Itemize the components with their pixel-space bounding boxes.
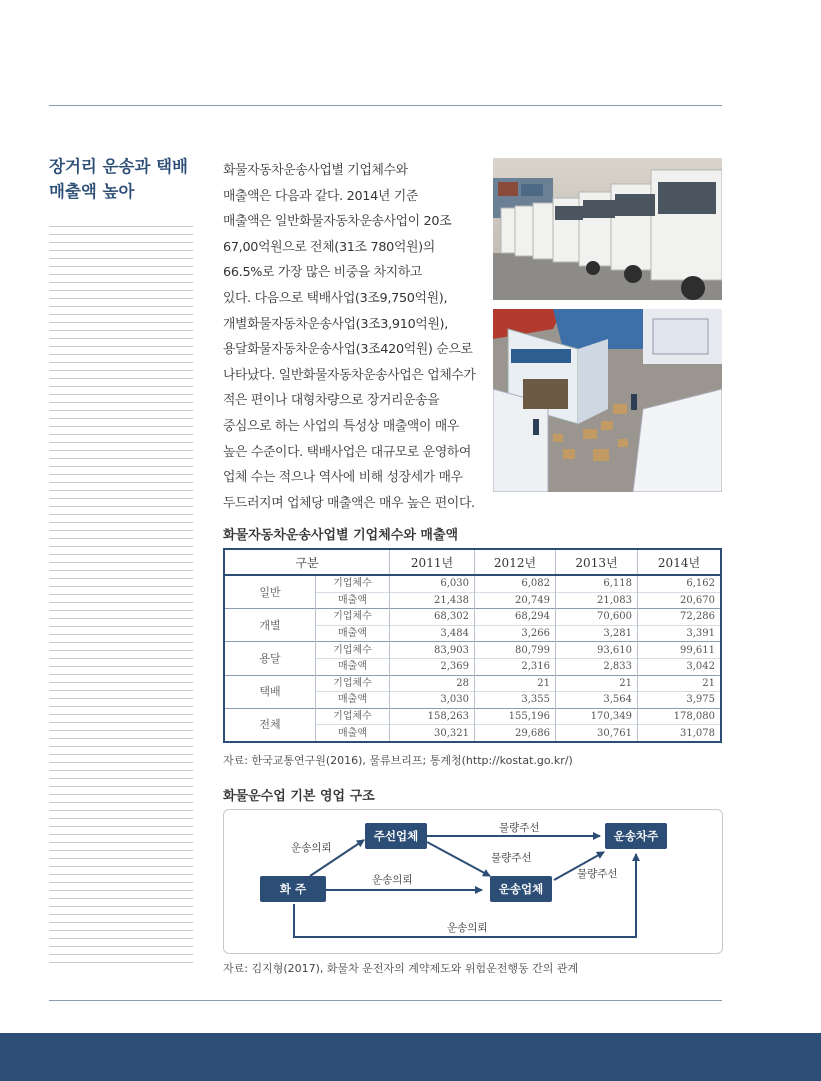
table-cell: 21 [556, 675, 638, 692]
header-year: 2011년 [390, 549, 475, 575]
table-cell: 6,162 [638, 575, 722, 592]
metric-label: 기업체수 [316, 642, 390, 659]
table-cell: 83,903 [390, 642, 475, 659]
label-request-mid: 운송의뢰 [372, 874, 413, 886]
bottom-rule [49, 1000, 722, 1001]
table-cell: 31,078 [638, 725, 722, 742]
metric-label: 매출액 [316, 692, 390, 709]
table-cell: 6,118 [556, 575, 638, 592]
table-cell: 170,349 [556, 708, 638, 725]
node-owner: 운송차주 [605, 823, 667, 849]
diagram-title: 화물운수업 기본 영업 구조 [223, 789, 375, 804]
table-cell: 2,369 [390, 658, 475, 675]
header-year: 2013년 [556, 549, 638, 575]
table-header-row [224, 549, 721, 575]
table-row [224, 609, 721, 626]
header-year: 2012년 [475, 549, 556, 575]
table-cell: 6,082 [475, 575, 556, 592]
table-cell: 99,611 [638, 642, 722, 659]
table-row [224, 708, 721, 725]
metric-label: 기업체수 [316, 609, 390, 626]
table-cell: 178,080 [638, 708, 722, 725]
body-line: 있다. 다음으로 택배사업(3조9,750억원), [223, 290, 448, 306]
body-line: 매출액은 다음과 같다. 2014년 기준 [223, 188, 418, 204]
table-cell: 21,438 [390, 592, 475, 609]
node-shipper: 화 주 [260, 876, 326, 902]
footer-band [0, 1033, 821, 1081]
label-broker-to-owner: 물량주선 [499, 822, 540, 834]
table-cell: 21,083 [556, 592, 638, 609]
body-line: 적은 편이나 대형차량으로 장거리운송을 [223, 393, 440, 409]
metric-label: 기업체수 [316, 575, 390, 592]
table-cell: 3,355 [475, 692, 556, 709]
table-cell: 21 [475, 675, 556, 692]
node-carrier: 운송업체 [490, 876, 552, 902]
table-cell: 20,670 [638, 592, 722, 609]
body-line: 업체 수는 적으나 역사에 비해 성장세가 매우 [223, 470, 463, 486]
table-cell: 3,975 [638, 692, 722, 709]
table-cell: 155,196 [475, 708, 556, 725]
diagram-source: 자료: 김지형(2017), 화물차 운전자의 계약제도와 위험운전행동 간의 관계 [223, 962, 579, 975]
sidebar-title-line: 매출액 높아 [49, 182, 135, 201]
body-line: 높은 수준이다. 택배사업은 대규모로 운영하여 [223, 444, 472, 460]
top-rule [49, 105, 722, 106]
table-cell: 80,799 [475, 642, 556, 659]
table-cell: 3,030 [390, 692, 475, 709]
table-row [224, 575, 721, 592]
label-broker-to-carrier: 물량주선 [491, 852, 532, 864]
group-label: 전체 [224, 708, 316, 742]
node-broker: 주선업체 [365, 823, 427, 849]
table-cell: 158,263 [390, 708, 475, 725]
table-cell: 68,302 [390, 609, 475, 626]
metric-label: 매출액 [316, 725, 390, 742]
table-cell: 29,686 [475, 725, 556, 742]
label-request-bottom: 운송의뢰 [447, 922, 488, 934]
body-line: 매출액은 일반화물자동차운송사업이 20조 [223, 214, 452, 230]
table-cell: 68,294 [475, 609, 556, 626]
table-cell: 30,321 [390, 725, 475, 742]
group-label: 용달 [224, 642, 316, 675]
sidebar-title [49, 154, 199, 204]
truck-row-photo [493, 158, 722, 300]
table-source: 자료: 한국교통연구원(2016), 물류브리프; 통계청(http://kostat.go.kr/) [223, 754, 573, 767]
table-cell: 3,564 [556, 692, 638, 709]
body-line: 66.5%로 가장 많은 비중을 차지하고 [223, 265, 422, 281]
header-year: 2014년 [638, 549, 722, 575]
table-cell: 2,833 [556, 658, 638, 675]
table-cell: 20,749 [475, 592, 556, 609]
table-cell: 3,266 [475, 625, 556, 642]
table-cell: 2,316 [475, 658, 556, 675]
body-line: 개별화물자동차운송사업(3조3,910억원), [223, 316, 448, 332]
table-cell: 28 [390, 675, 475, 692]
table-cell: 70,600 [556, 609, 638, 626]
body-line: 화물자동차운송사업별 기업체수와 [223, 163, 408, 178]
body-line: 67,00억원으로 전체(31조 780억원)의 [223, 239, 435, 255]
metric-label: 기업체수 [316, 675, 390, 692]
body-line: 두드러지며 업체당 매출액은 매우 높은 편이다. [223, 495, 475, 511]
table-cell: 6,030 [390, 575, 475, 592]
sidebar-title-line: 장거리 운송과 택배 [49, 157, 189, 176]
table-cell: 3,391 [638, 625, 722, 642]
label-carrier-to-owner: 물량주선 [577, 868, 618, 880]
metric-label: 기업체수 [316, 708, 390, 725]
parcel-loading-photo [493, 309, 722, 492]
flow-diagram [223, 809, 723, 954]
table-title: 화물자동차운송사업별 기업체수와 매출액 [223, 528, 459, 543]
arrow-broker-to-carrier [427, 842, 490, 876]
table-cell: 21 [638, 675, 722, 692]
transport-business-table [223, 548, 722, 743]
table-cell: 3,484 [390, 625, 475, 642]
table-cell: 72,286 [638, 609, 722, 626]
label-request-top: 운송의뢰 [291, 842, 332, 854]
body-line: 용달화물자동차운송사업(3조420억원) 순으로 [223, 342, 473, 358]
metric-label: 매출액 [316, 625, 390, 642]
metric-label: 매출액 [316, 592, 390, 609]
table-cell: 3,042 [638, 658, 722, 675]
group-label: 택배 [224, 675, 316, 708]
metric-label: 매출액 [316, 658, 390, 675]
table-cell: 3,281 [556, 625, 638, 642]
table-row [224, 642, 721, 659]
table-row [224, 675, 721, 692]
body-line: 나타났다. 일반화물자동차운송사업은 업체수가 [223, 367, 476, 383]
table-cell: 30,761 [556, 725, 638, 742]
group-label: 일반 [224, 575, 316, 609]
table-cell: 93,610 [556, 642, 638, 659]
body-line: 중심으로 하는 사업의 특성상 매출액이 매우 [223, 418, 459, 434]
body-paragraph [223, 158, 485, 516]
sidebar-note-lines [49, 226, 193, 970]
header-category: 구분 [224, 549, 390, 575]
group-label: 개별 [224, 609, 316, 642]
